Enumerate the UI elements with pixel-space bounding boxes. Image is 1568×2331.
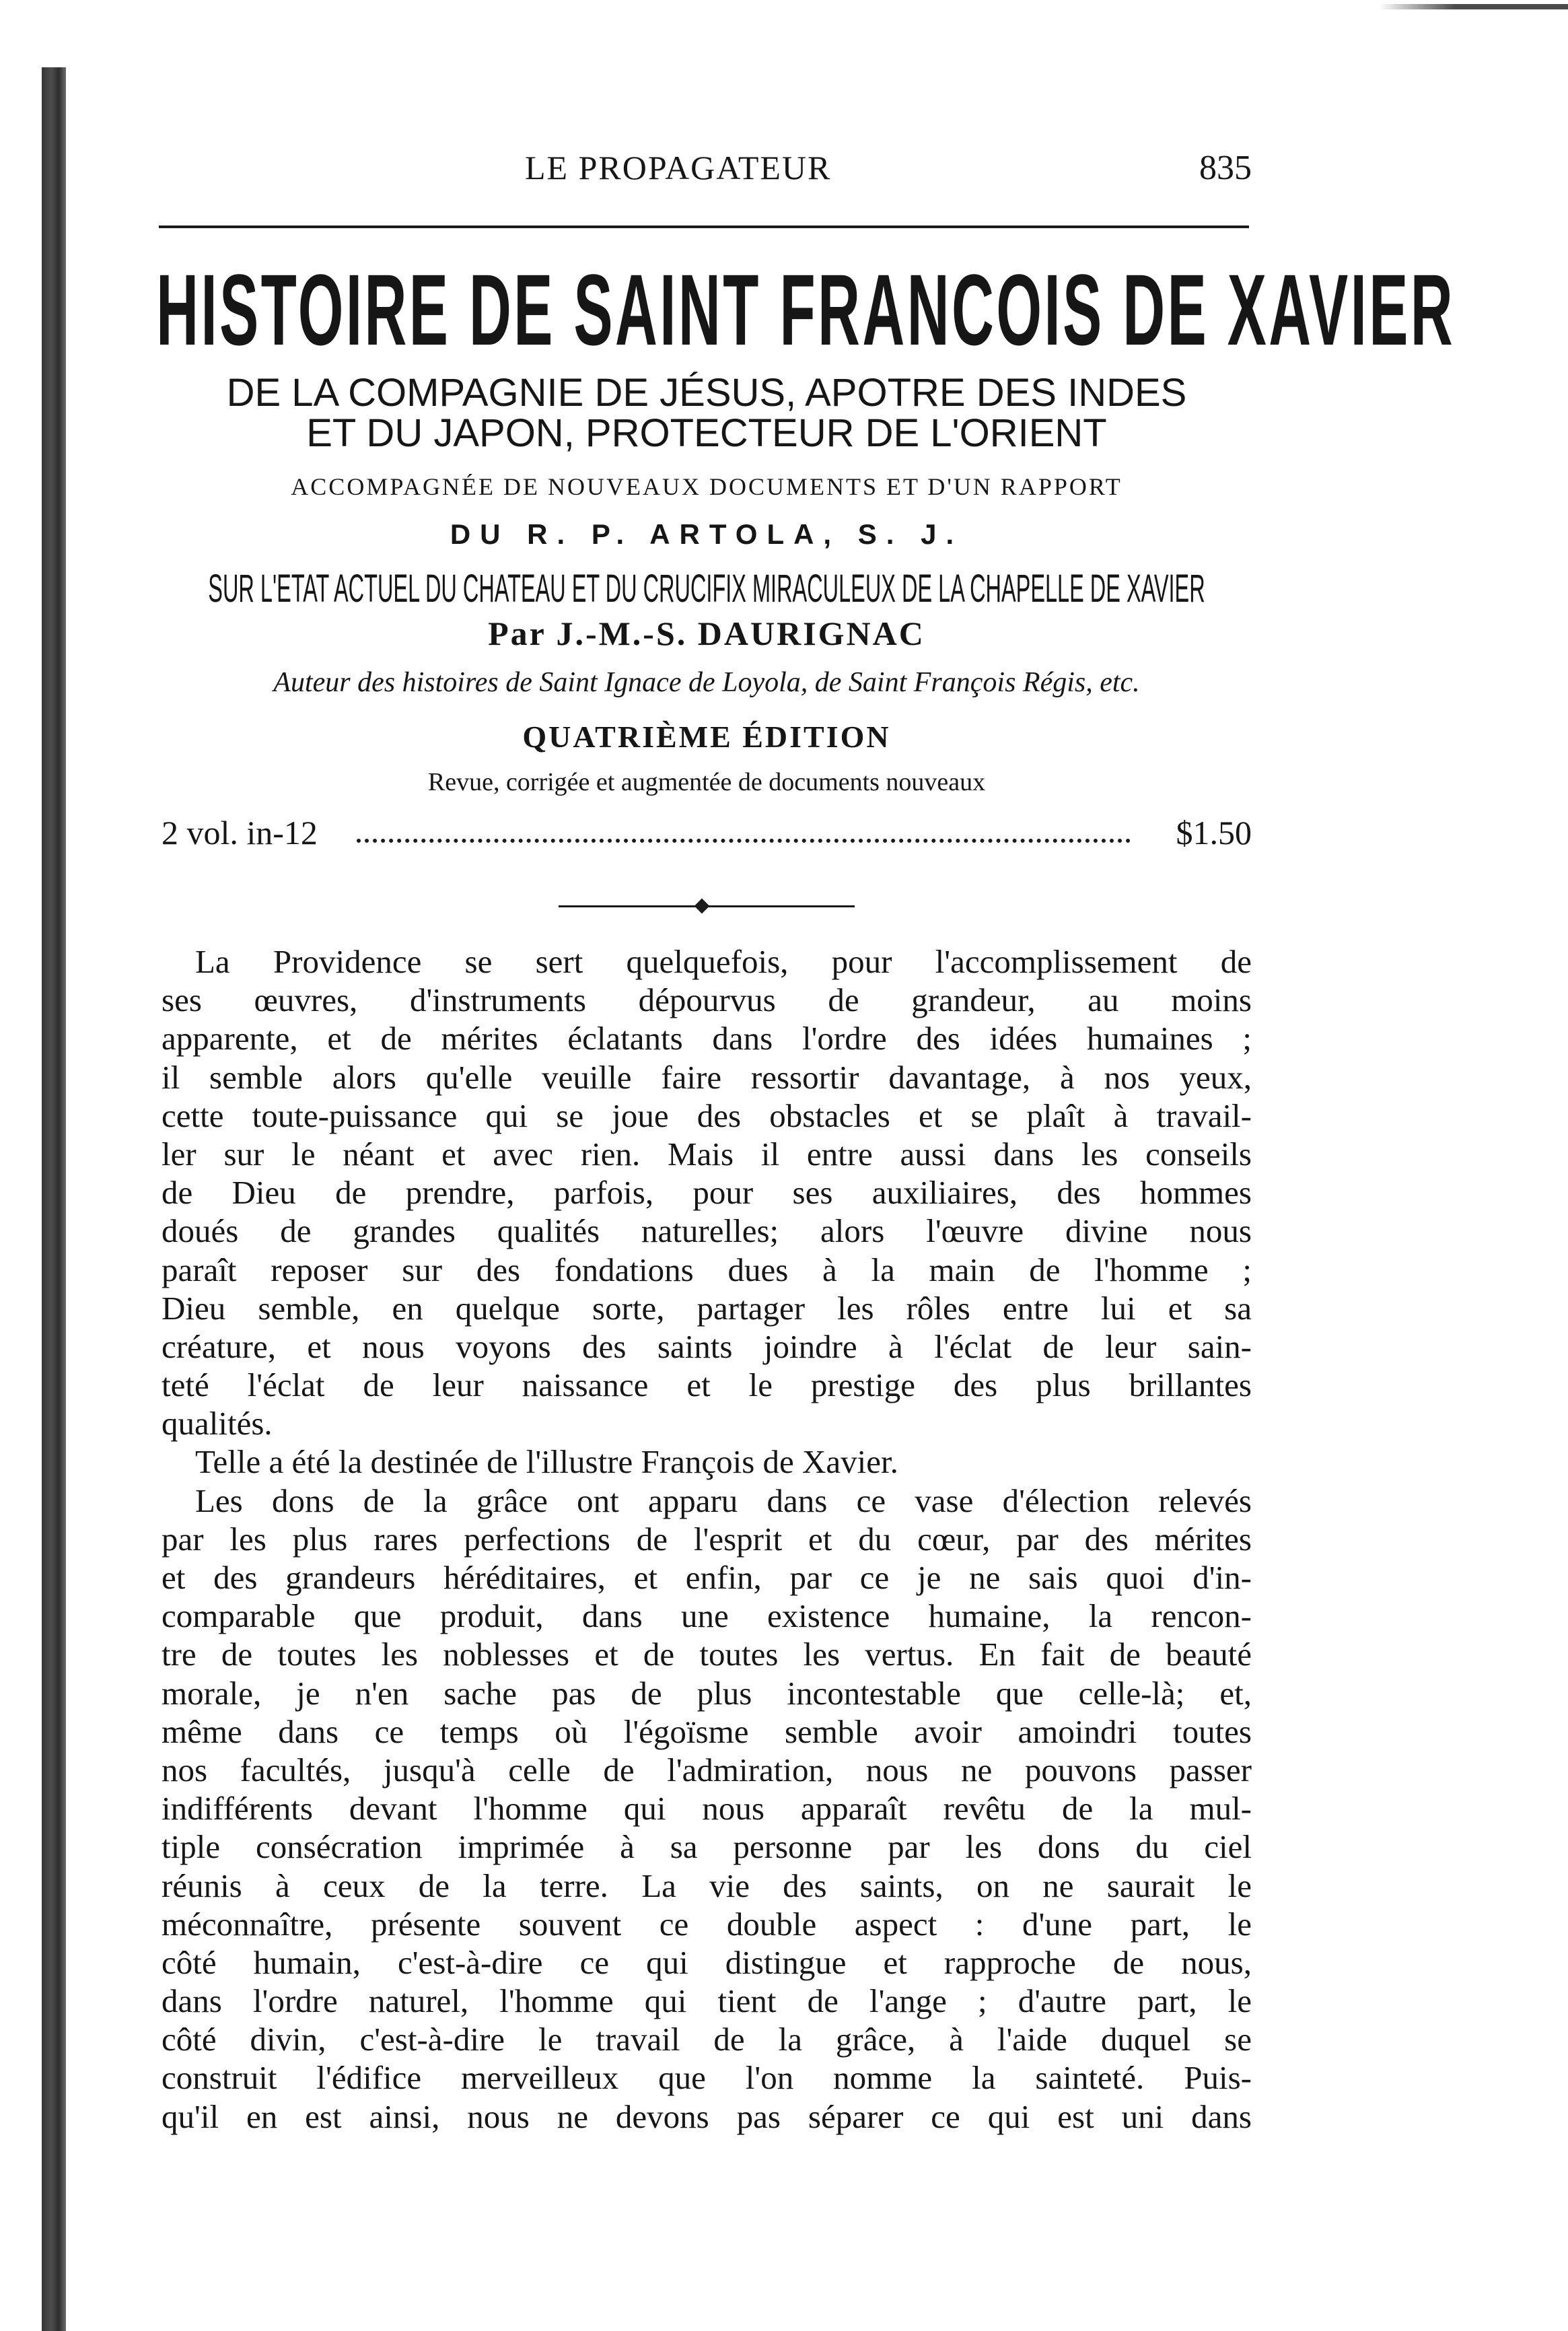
body-line: Dieu semble, en quelque sorte, partager les rôles entre lui et sa — [162, 1289, 1252, 1327]
report-subject: SUR L'ETAT ACTUEL DU CHATEAU ET DU CRUCIFIX MIRACULEUX DE LA CHAPELLE DE XAVIER — [208, 567, 1205, 611]
running-title: LE PROPAGATEUR — [525, 149, 832, 186]
page-number: 835 — [1199, 149, 1252, 187]
book-subtitle-line-1: DE LA COMPAGNIE DE JÉSUS, APOTRE DES INDES — [226, 371, 1187, 415]
body-line: nos facultés, jusqu'à celle de l'admiration, nous ne pouvons passer — [162, 1751, 1252, 1788]
body-line: dans l'ordre naturel, l'homme qui tient de l'ange ; d'autre part, le — [162, 1982, 1252, 2020]
price-leader-dots — [357, 839, 1131, 843]
section-ornament — [559, 899, 875, 913]
author-works: Auteur des histoires de Saint Ignace de Loyola, de Saint François Régis, etc. — [273, 667, 1140, 698]
body-line: ler sur le néant et avec rien. Mais il entre aussi dans les conseils — [162, 1135, 1252, 1173]
body-line: qualités. — [162, 1405, 273, 1442]
report-author: DU R. P. ARTOLA, S. J. — [450, 518, 964, 550]
body-line: de Dieu de prendre, parfois, pour ses auxiliaires, des hommes — [162, 1174, 1252, 1212]
body-text — [162, 942, 1252, 2136]
scan-mark — [1380, 4, 1568, 9]
body-line: par les plus rares perfections de l'esprit et du cœur, par des mérites — [162, 1520, 1252, 1558]
book-author: Par J.-M.-S. DAURIGNAC — [488, 615, 925, 652]
book-title: HISTOIRE DE SAINT FRANCOIS DE XAVIER — [156, 253, 1456, 366]
scan-binding-edge — [42, 67, 66, 2331]
body-line: côté divin, c'est-à-dire le travail de la grâce, à l'aide duquel se — [162, 2021, 1252, 2058]
book-subtitle-line-2: ET DU JAPON, PROTECTEUR DE L'ORIENT — [306, 411, 1107, 455]
body-line: méconnaître, présente souvent ce double aspect : d'une part, le — [162, 1905, 1252, 1943]
body-line: tre de toutes les noblesses et de toutes les vertus. En fait de beauté — [162, 1636, 1252, 1673]
body-line: morale, je n'en sache pas de plus incontestable que celle-là; et, — [162, 1674, 1252, 1712]
body-line: doués de grandes qualités naturelles; alors l'œuvre divine nous — [162, 1212, 1252, 1250]
body-line: il semble alors qu'elle veuille faire ressortir davantage, à nos yeux, — [162, 1058, 1252, 1096]
body-line: créature, et nous voyons des saints joindre à l'éclat de leur sain- — [162, 1327, 1252, 1365]
body-line: tiple consécration imprimée à sa personne par les dons du ciel — [162, 1828, 1252, 1866]
body-line: construit l'édifice merveilleux que l'on nomme la sainteté. Puis- — [162, 2059, 1252, 2097]
body-line: teté l'éclat de leur naissance et le prestige des plus brillantes — [162, 1366, 1252, 1404]
body-line: cette toute-puissance qui se joue des obstacles et se plaît à travail- — [162, 1097, 1252, 1134]
body-line: réunis à ceux de la terre. La vie des saints, on ne saurait le — [162, 1867, 1252, 1904]
body-line: ses œuvres, d'instruments dépourvus de grandeur, au moins — [162, 981, 1252, 1019]
body-line: paraît reposer sur des fondations dues à la main de l'homme ; — [162, 1251, 1252, 1288]
body-line: comparable que produit, dans une existence humaine, la rencon- — [162, 1597, 1252, 1635]
price-line — [162, 813, 1252, 860]
edition-note: Revue, corrigée et augmentée de documents nouveaux — [427, 768, 986, 796]
body-line: Telle a été la destinée de l'illustre François de Xavier. — [195, 1443, 898, 1481]
body-line: apparente, et de mérites éclatants dans l'ordre des idées humaines ; — [162, 1020, 1252, 1057]
body-line: côté humain, c'est-à-dire ce qui distingue et rapproche de nous, — [162, 1943, 1252, 1981]
ornament-diamond — [694, 899, 710, 914]
body-line: indifférents devant l'homme qui nous apparaît revêtu de la mul- — [162, 1790, 1252, 1828]
body-line: La Providence se sert quelquefois, pour l'accomplissement de — [195, 943, 1252, 980]
volume-format: 2 vol. in-12 — [162, 813, 322, 852]
body-line: qu'il en est ainsi, nous ne devons pas séparer ce qui est uni dans — [162, 2097, 1252, 2135]
edition: QUATRIÈME ÉDITION — [522, 720, 891, 754]
body-line: même dans ce temps où l'égoïsme semble avoir amoindri toutes — [162, 1712, 1252, 1750]
running-header — [162, 148, 1252, 195]
header-rule — [159, 225, 1249, 228]
accompanied-note: ACCOMPAGNÉE DE NOUVEAUX DOCUMENTS ET D'UN RAPPORT — [291, 473, 1122, 500]
price: $1.50 — [1172, 813, 1252, 852]
body-line: et des grandeurs héréditaires, et enfin, par ce je ne sais quoi d'in- — [162, 1559, 1252, 1596]
body-line: Les dons de la grâce ont apparu dans ce vase d'élection relevés — [195, 1482, 1252, 1519]
